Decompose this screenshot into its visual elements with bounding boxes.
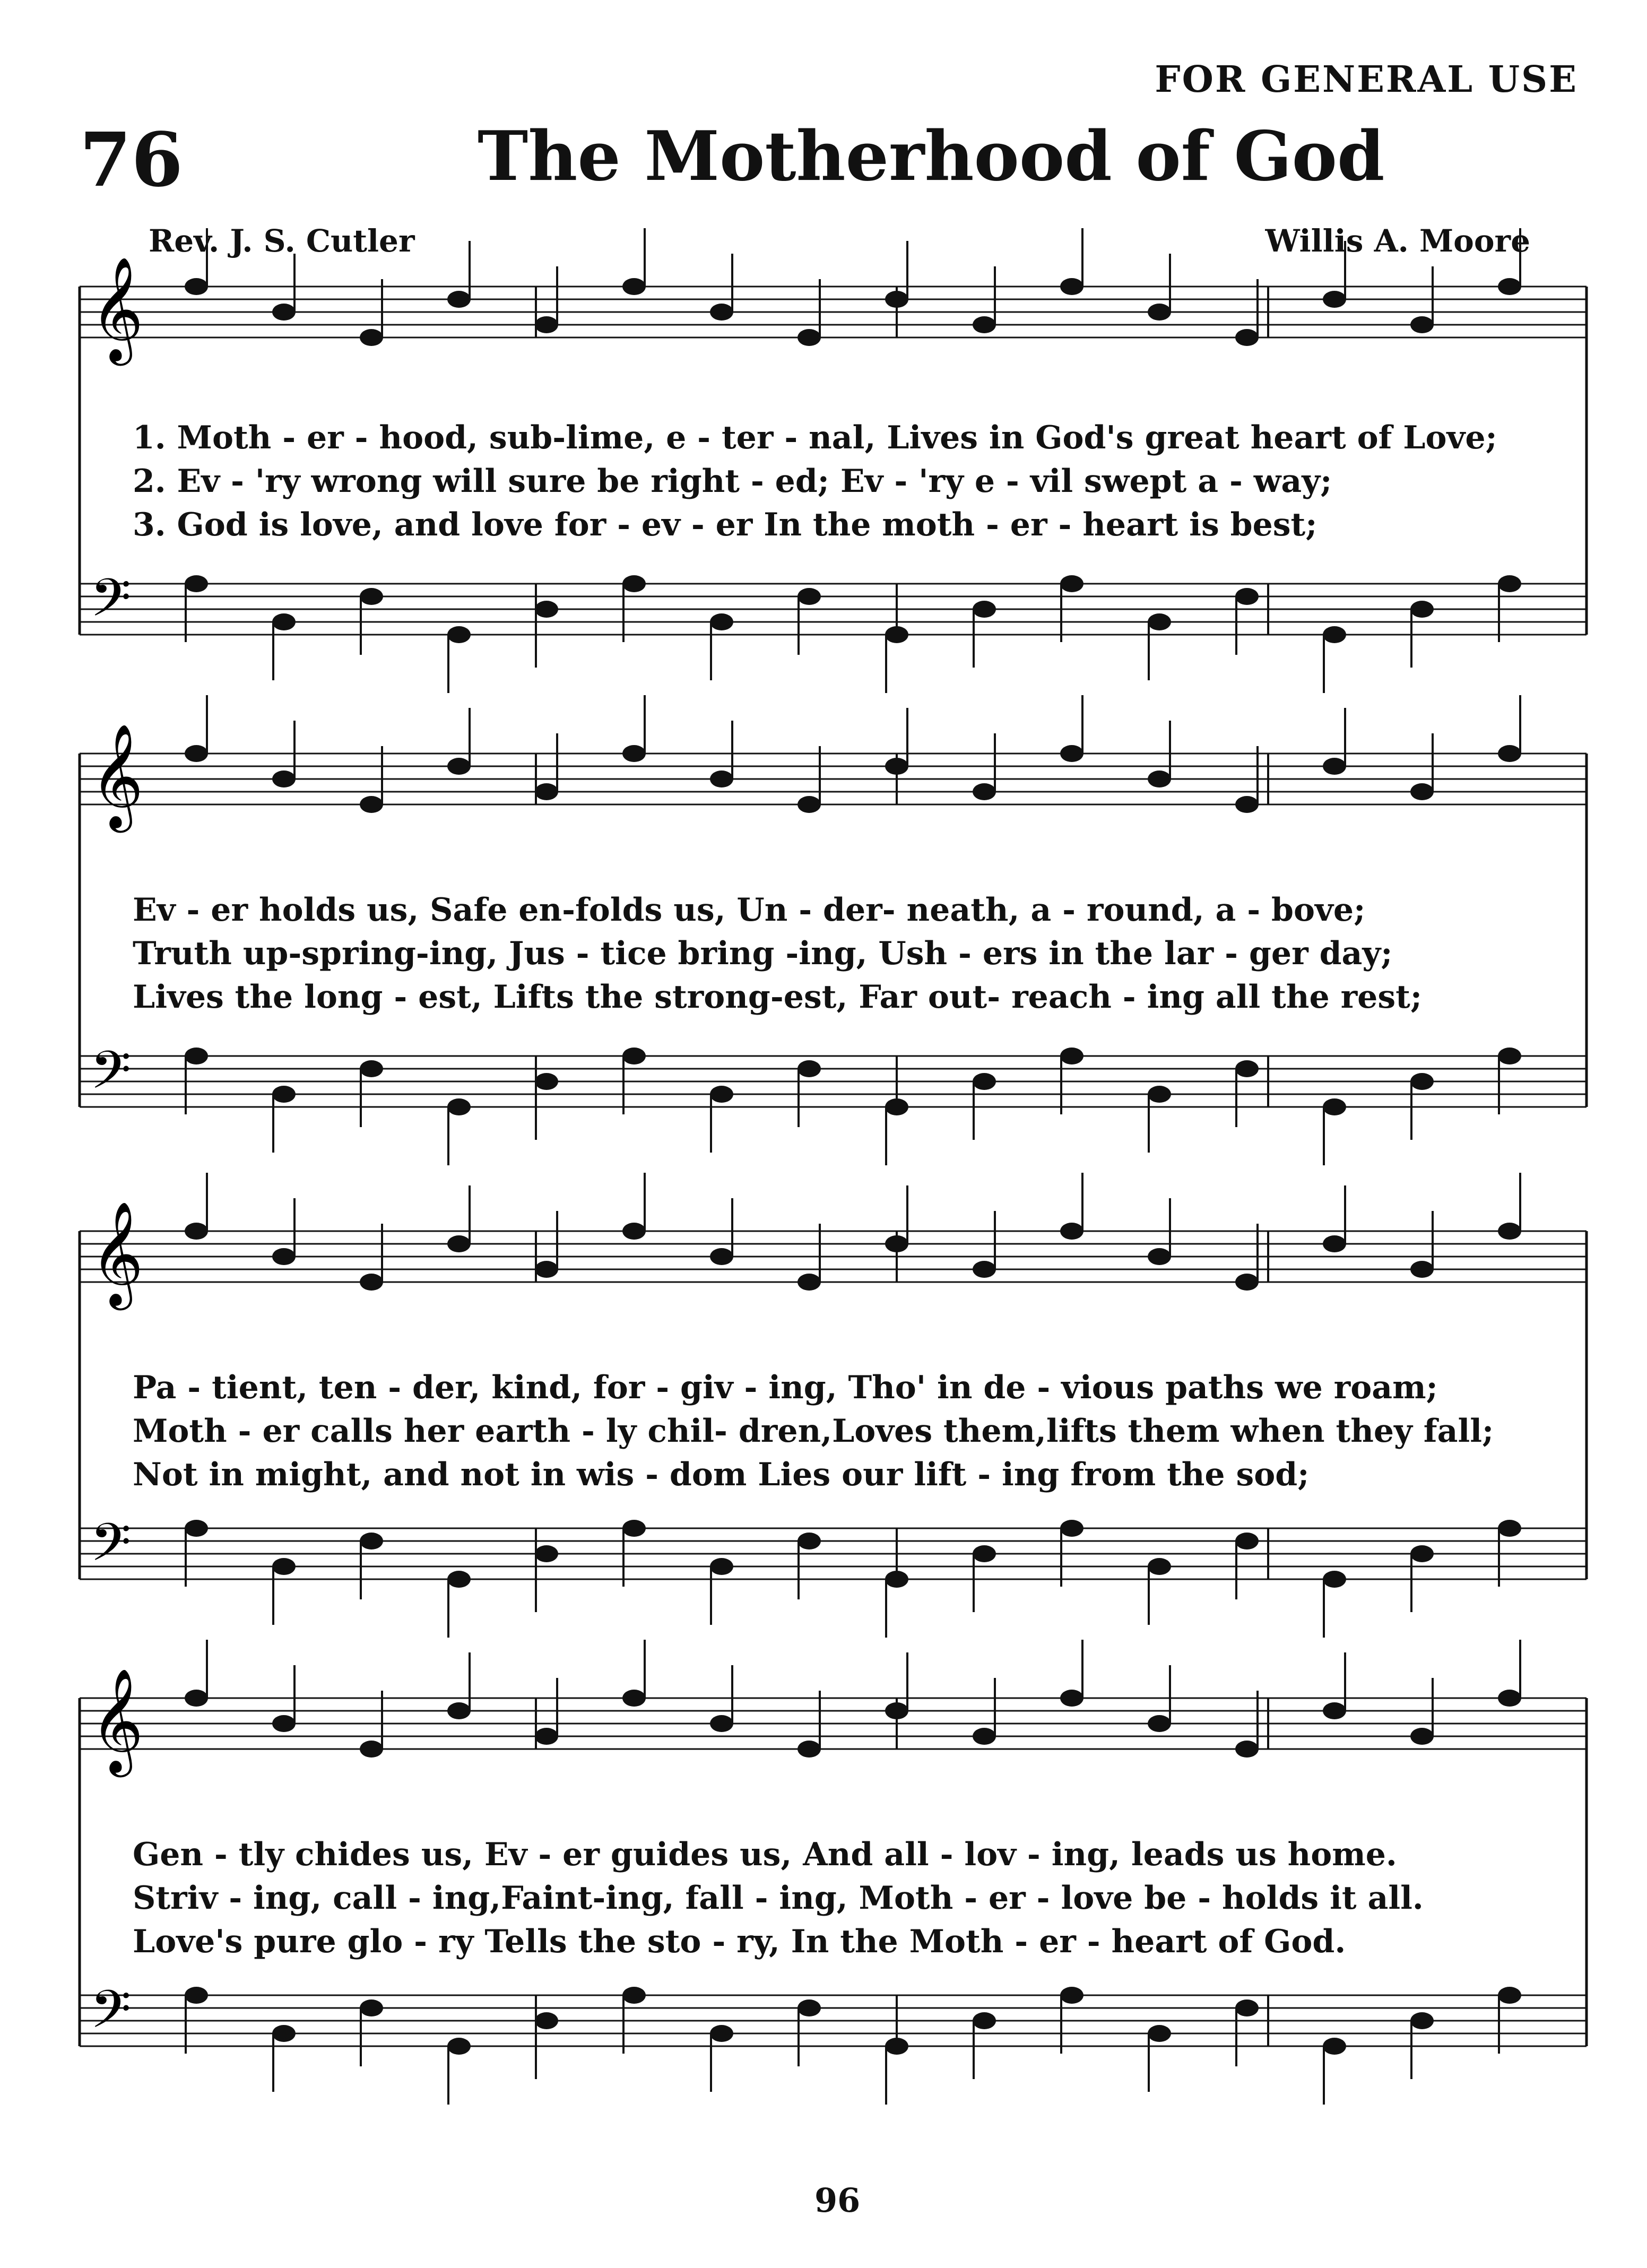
note-head (1235, 796, 1259, 813)
note-head (1323, 1571, 1346, 1588)
note-head (622, 1690, 646, 1707)
note-head (535, 2012, 558, 2029)
note-head (710, 771, 733, 787)
note-head (1148, 304, 1171, 321)
note-head (1235, 1060, 1259, 1077)
note-head (360, 329, 383, 346)
bass-clef-icon: 𝄢 (90, 568, 132, 642)
note-head (360, 1060, 383, 1077)
note-head (185, 1520, 208, 1537)
note-head (447, 2038, 471, 2055)
note-head (360, 1533, 383, 1549)
note-head (885, 1235, 908, 1252)
note-head (185, 1690, 208, 1707)
treble-clef-icon: 𝄞 (90, 1201, 144, 1306)
note-head (885, 1098, 908, 1115)
bass-clef-icon: 𝄢 (90, 1979, 132, 2053)
note-head (1060, 278, 1083, 295)
note-head (1323, 1235, 1346, 1252)
note-head (535, 783, 558, 800)
lyricist-credit: Rev. J. S. Cutler (149, 223, 415, 259)
page-number: 96 (814, 2181, 861, 2220)
treble-clef-icon: 𝄞 (90, 1668, 144, 1773)
note-head (360, 588, 383, 605)
note-head (798, 588, 821, 605)
lyric-line: Moth - er calls her earth - ly chil- dren,Loves them,lifts them when they fall; (133, 1413, 1494, 1450)
note-head (535, 316, 558, 333)
note-head (622, 1987, 646, 2004)
note-head (447, 626, 471, 643)
section-header: FOR GENERAL USE (1155, 58, 1578, 101)
note-head (1060, 1987, 1083, 2004)
lyric-line: Ev - er holds us, Safe en-folds us, Un - der- neath, a - round, a - bove; (133, 891, 1366, 929)
note-head (1148, 1248, 1171, 1265)
lyric-line: 3. God is love, and love for - ev - er In the moth - er - heart is best; (133, 506, 1317, 543)
lyric-line: Striv - ing, call - ing,Faint-ing, fall - ing, Moth - er - love be - holds it all. (133, 1880, 1424, 1917)
note-head (447, 758, 471, 775)
note-head (535, 601, 558, 618)
lyric-line: 1. Moth - er - hood, sub-lime, e - ter - nal, Lives in God's great heart of Love; (133, 419, 1497, 456)
note-head (885, 1702, 908, 1719)
note-head (185, 745, 208, 762)
note-head (622, 575, 646, 592)
note-head (535, 1073, 558, 1090)
note-head (622, 1520, 646, 1537)
note-head (1235, 1274, 1259, 1291)
note-head (798, 1274, 821, 1291)
note-head (798, 796, 821, 813)
note-head (622, 1223, 646, 1240)
note-head (1323, 626, 1346, 643)
note-head (1410, 601, 1434, 618)
note-head (710, 1248, 733, 1265)
note-head (272, 1086, 296, 1103)
note-head (1410, 316, 1434, 333)
note-head (272, 2025, 296, 2042)
note-head (1323, 1702, 1346, 1719)
note-head (535, 1728, 558, 1745)
note-head (885, 291, 908, 308)
note-head (1060, 575, 1083, 592)
note-head (1410, 1073, 1434, 1090)
note-head (1060, 1048, 1083, 1064)
note-head (272, 613, 296, 630)
note-head (1148, 613, 1171, 630)
note-head (973, 1261, 996, 1278)
note-head (360, 1274, 383, 1291)
note-head (1235, 1999, 1259, 2016)
hymn-title: The Motherhood of God (478, 117, 1385, 196)
note-head (973, 1545, 996, 1562)
note-head (1323, 291, 1346, 308)
note-head (973, 316, 996, 333)
note-head (710, 1086, 733, 1103)
note-head (185, 1048, 208, 1064)
treble-clef-icon: 𝄞 (90, 256, 144, 361)
lyric-line: 2. Ev - 'ry wrong will sure be right - ed; Ev - 'ry e - vil swept a - way; (133, 463, 1332, 500)
lyric-line: Truth up-spring-ing, Jus - tice bring -ing, Ush - ers in the lar - ger day; (133, 935, 1393, 972)
note-head (360, 1741, 383, 1758)
note-head (973, 1728, 996, 1745)
note-head (798, 329, 821, 346)
note-head (272, 1558, 296, 1575)
note-head (1498, 745, 1521, 762)
note-head (1060, 745, 1083, 762)
note-head (622, 1048, 646, 1064)
note-head (1235, 329, 1259, 346)
note-head (272, 771, 296, 787)
note-head (973, 601, 996, 618)
note-head (798, 1999, 821, 2016)
note-head (1498, 1520, 1521, 1537)
note-head (973, 2012, 996, 2029)
note-head (973, 783, 996, 800)
note-head (1498, 1048, 1521, 1064)
note-head (1148, 771, 1171, 787)
note-head (885, 758, 908, 775)
note-head (1148, 1086, 1171, 1103)
note-head (710, 1715, 733, 1732)
note-head (272, 304, 296, 321)
note-head (710, 613, 733, 630)
lyric-line: Gen - tly chides us, Ev - er guides us, And all - lov - ing, leads us home. (133, 1836, 1397, 1873)
note-head (798, 1741, 821, 1758)
treble-clef-icon: 𝄞 (90, 723, 144, 828)
note-head (1148, 2025, 1171, 2042)
note-head (1498, 1690, 1521, 1707)
note-head (535, 1545, 558, 1562)
note-head (1235, 1741, 1259, 1758)
note-head (885, 626, 908, 643)
composer-credit: Willis A. Moore (1265, 223, 1530, 259)
note-head (360, 796, 383, 813)
note-head (622, 745, 646, 762)
note-head (535, 1261, 558, 1278)
note-head (185, 1223, 208, 1240)
note-head (1323, 1098, 1346, 1115)
note-head (1235, 1533, 1259, 1549)
note-head (272, 1715, 296, 1732)
note-head (1410, 2012, 1434, 2029)
note-head (185, 575, 208, 592)
note-head (447, 1571, 471, 1588)
note-head (1060, 1520, 1083, 1537)
note-head (1410, 1261, 1434, 1278)
note-head (1498, 278, 1521, 295)
lyric-line: Lives the long - est, Lifts the strong-est, Far out- reach - ing all the rest; (133, 979, 1422, 1016)
note-head (798, 1060, 821, 1077)
note-head (360, 1999, 383, 2016)
note-head (447, 291, 471, 308)
note-head (1410, 1728, 1434, 1745)
note-head (185, 278, 208, 295)
lyric-line: Pa - tient, ten - der, kind, for - giv - ing, Tho' in de - vious paths we roam; (133, 1369, 1438, 1406)
note-head (447, 1098, 471, 1115)
bass-clef-icon: 𝄢 (90, 1512, 132, 1586)
note-head (1235, 588, 1259, 605)
note-head (885, 1571, 908, 1588)
note-head (447, 1702, 471, 1719)
note-head (1060, 1223, 1083, 1240)
bass-clef-icon: 𝄢 (90, 1040, 132, 1114)
note-head (1148, 1558, 1171, 1575)
note-head (1323, 2038, 1346, 2055)
note-head (1410, 1545, 1434, 1562)
note-head (885, 2038, 908, 2055)
note-head (185, 1987, 208, 2004)
note-head (1498, 1987, 1521, 2004)
note-head (710, 2025, 733, 2042)
note-head (1323, 758, 1346, 775)
lyric-line: Not in might, and not in wis - dom Lies our lift - ing from the sod; (133, 1456, 1310, 1493)
note-head (798, 1533, 821, 1549)
note-head (1148, 1715, 1171, 1732)
hymn-number: 76 (80, 117, 183, 204)
note-head (622, 278, 646, 295)
note-head (710, 1558, 733, 1575)
note-head (1498, 575, 1521, 592)
lyric-line: Love's pure glo - ry Tells the sto - ry, In the Moth - er - heart of God. (133, 1923, 1346, 1960)
note-head (1498, 1223, 1521, 1240)
note-head (973, 1073, 996, 1090)
note-head (710, 304, 733, 321)
note-head (272, 1248, 296, 1265)
note-head (447, 1235, 471, 1252)
note-head (1060, 1690, 1083, 1707)
note-head (1410, 783, 1434, 800)
